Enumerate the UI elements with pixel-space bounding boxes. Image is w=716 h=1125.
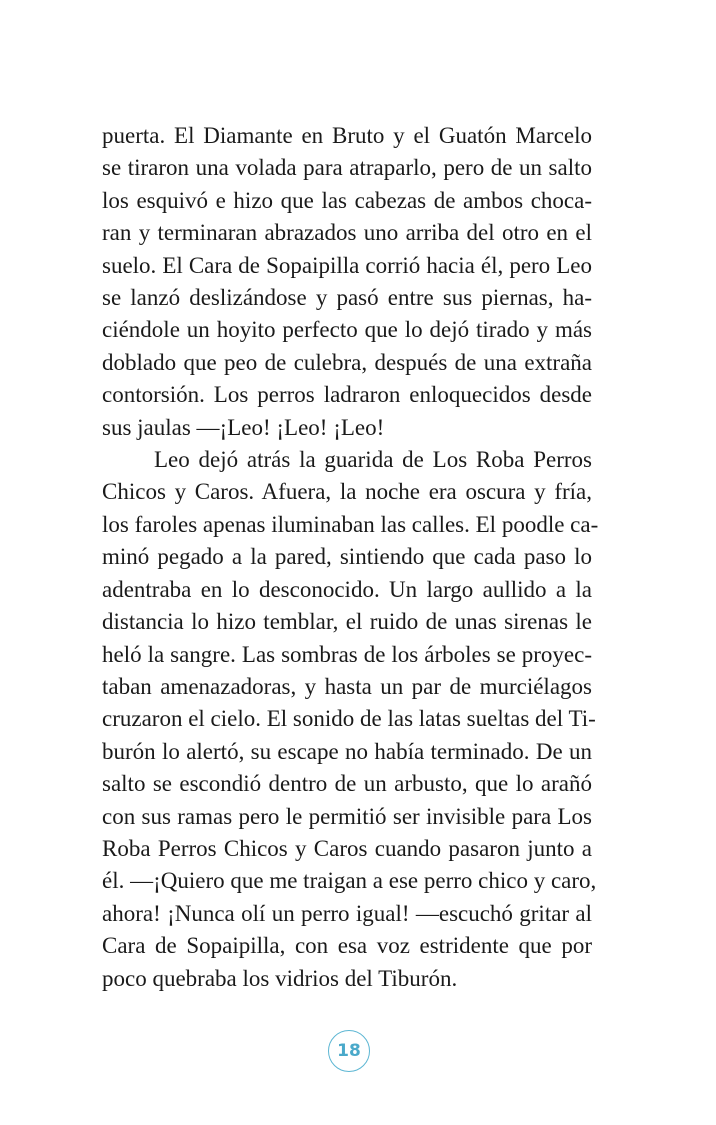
text-line: doblado que peo de culebra, después de una extraña <box>102 349 592 375</box>
page-body <box>102 120 599 995</box>
text-line: poco quebraba los vidrios del Tiburón. <box>102 965 458 991</box>
text-line: distancia lo hizo temblar, el ruido de unas sirenas le <box>102 609 592 635</box>
text-line: ran y terminaran abrazados uno arriba del otro en el <box>102 220 592 246</box>
text-line: salto se escondió dentro de un arbusto, que lo arañó <box>102 771 592 797</box>
text-line: heló la sangre. Las sombras de los árboles se proyec- <box>102 641 592 667</box>
text-line: contorsión. Los perros ladraron enloquecidos desde <box>102 382 592 408</box>
text-line: se tiraron una volada para atraparlo, pero de un salto <box>102 155 592 181</box>
text-line: ciéndole un hoyito perfecto que lo dejó tirado y más <box>102 317 592 343</box>
page-number-badge <box>328 1030 370 1072</box>
text-line: Roba Perros Chicos y Caros cuando pasaron junto a <box>102 835 592 861</box>
text-line: burón lo alertó, su escape no había terminado. De un <box>102 738 592 764</box>
text-line: taban amenazadoras, y hasta un par de murciélagos <box>102 673 592 699</box>
paragraph-1 <box>102 120 592 444</box>
text-line: Chicos y Caros. Afuera, la noche era oscura y fría, <box>102 479 592 505</box>
text-line: con sus ramas pero le permitió ser invisible para Los <box>102 803 592 829</box>
text-line: los esquivó e hizo que las cabezas de ambos choca- <box>102 187 592 213</box>
text-line: cruzaron el cielo. El sonido de las latas sueltas del Ti- <box>102 706 596 732</box>
page-number: 18 <box>337 1041 361 1061</box>
text-line: Cara de Sopaipilla, con esa voz estridente que por <box>102 933 592 959</box>
text-line: los faroles apenas iluminaban las calles. El poodle ca- <box>102 511 599 537</box>
text-line: se lanzó deslizándose y pasó entre sus piernas, ha- <box>102 285 592 311</box>
text-line: él. —¡Quiero que me traigan a ese perro chico y caro, <box>102 868 597 894</box>
text-line: minó pegado a la pared, sintiendo que cada paso lo <box>102 544 592 570</box>
text-line: puerta. El Diamante en Bruto y el Guatón Marcelo <box>102 123 592 148</box>
text-line: Leo dejó atrás la guarida de Los Roba Perros <box>154 447 592 473</box>
text-line: ahora! ¡Nunca olí un perro igual! —escuchó gritar al <box>102 900 592 926</box>
text-line: suelo. El Cara de Sopaipilla corrió hacia él, pero Leo <box>102 252 592 278</box>
text-line: adentraba en lo desconocido. Un largo aullido a la <box>102 576 592 602</box>
text-line: sus jaulas —¡Leo! ¡Leo! ¡Leo! <box>102 414 385 440</box>
paragraph-2 <box>102 444 599 995</box>
